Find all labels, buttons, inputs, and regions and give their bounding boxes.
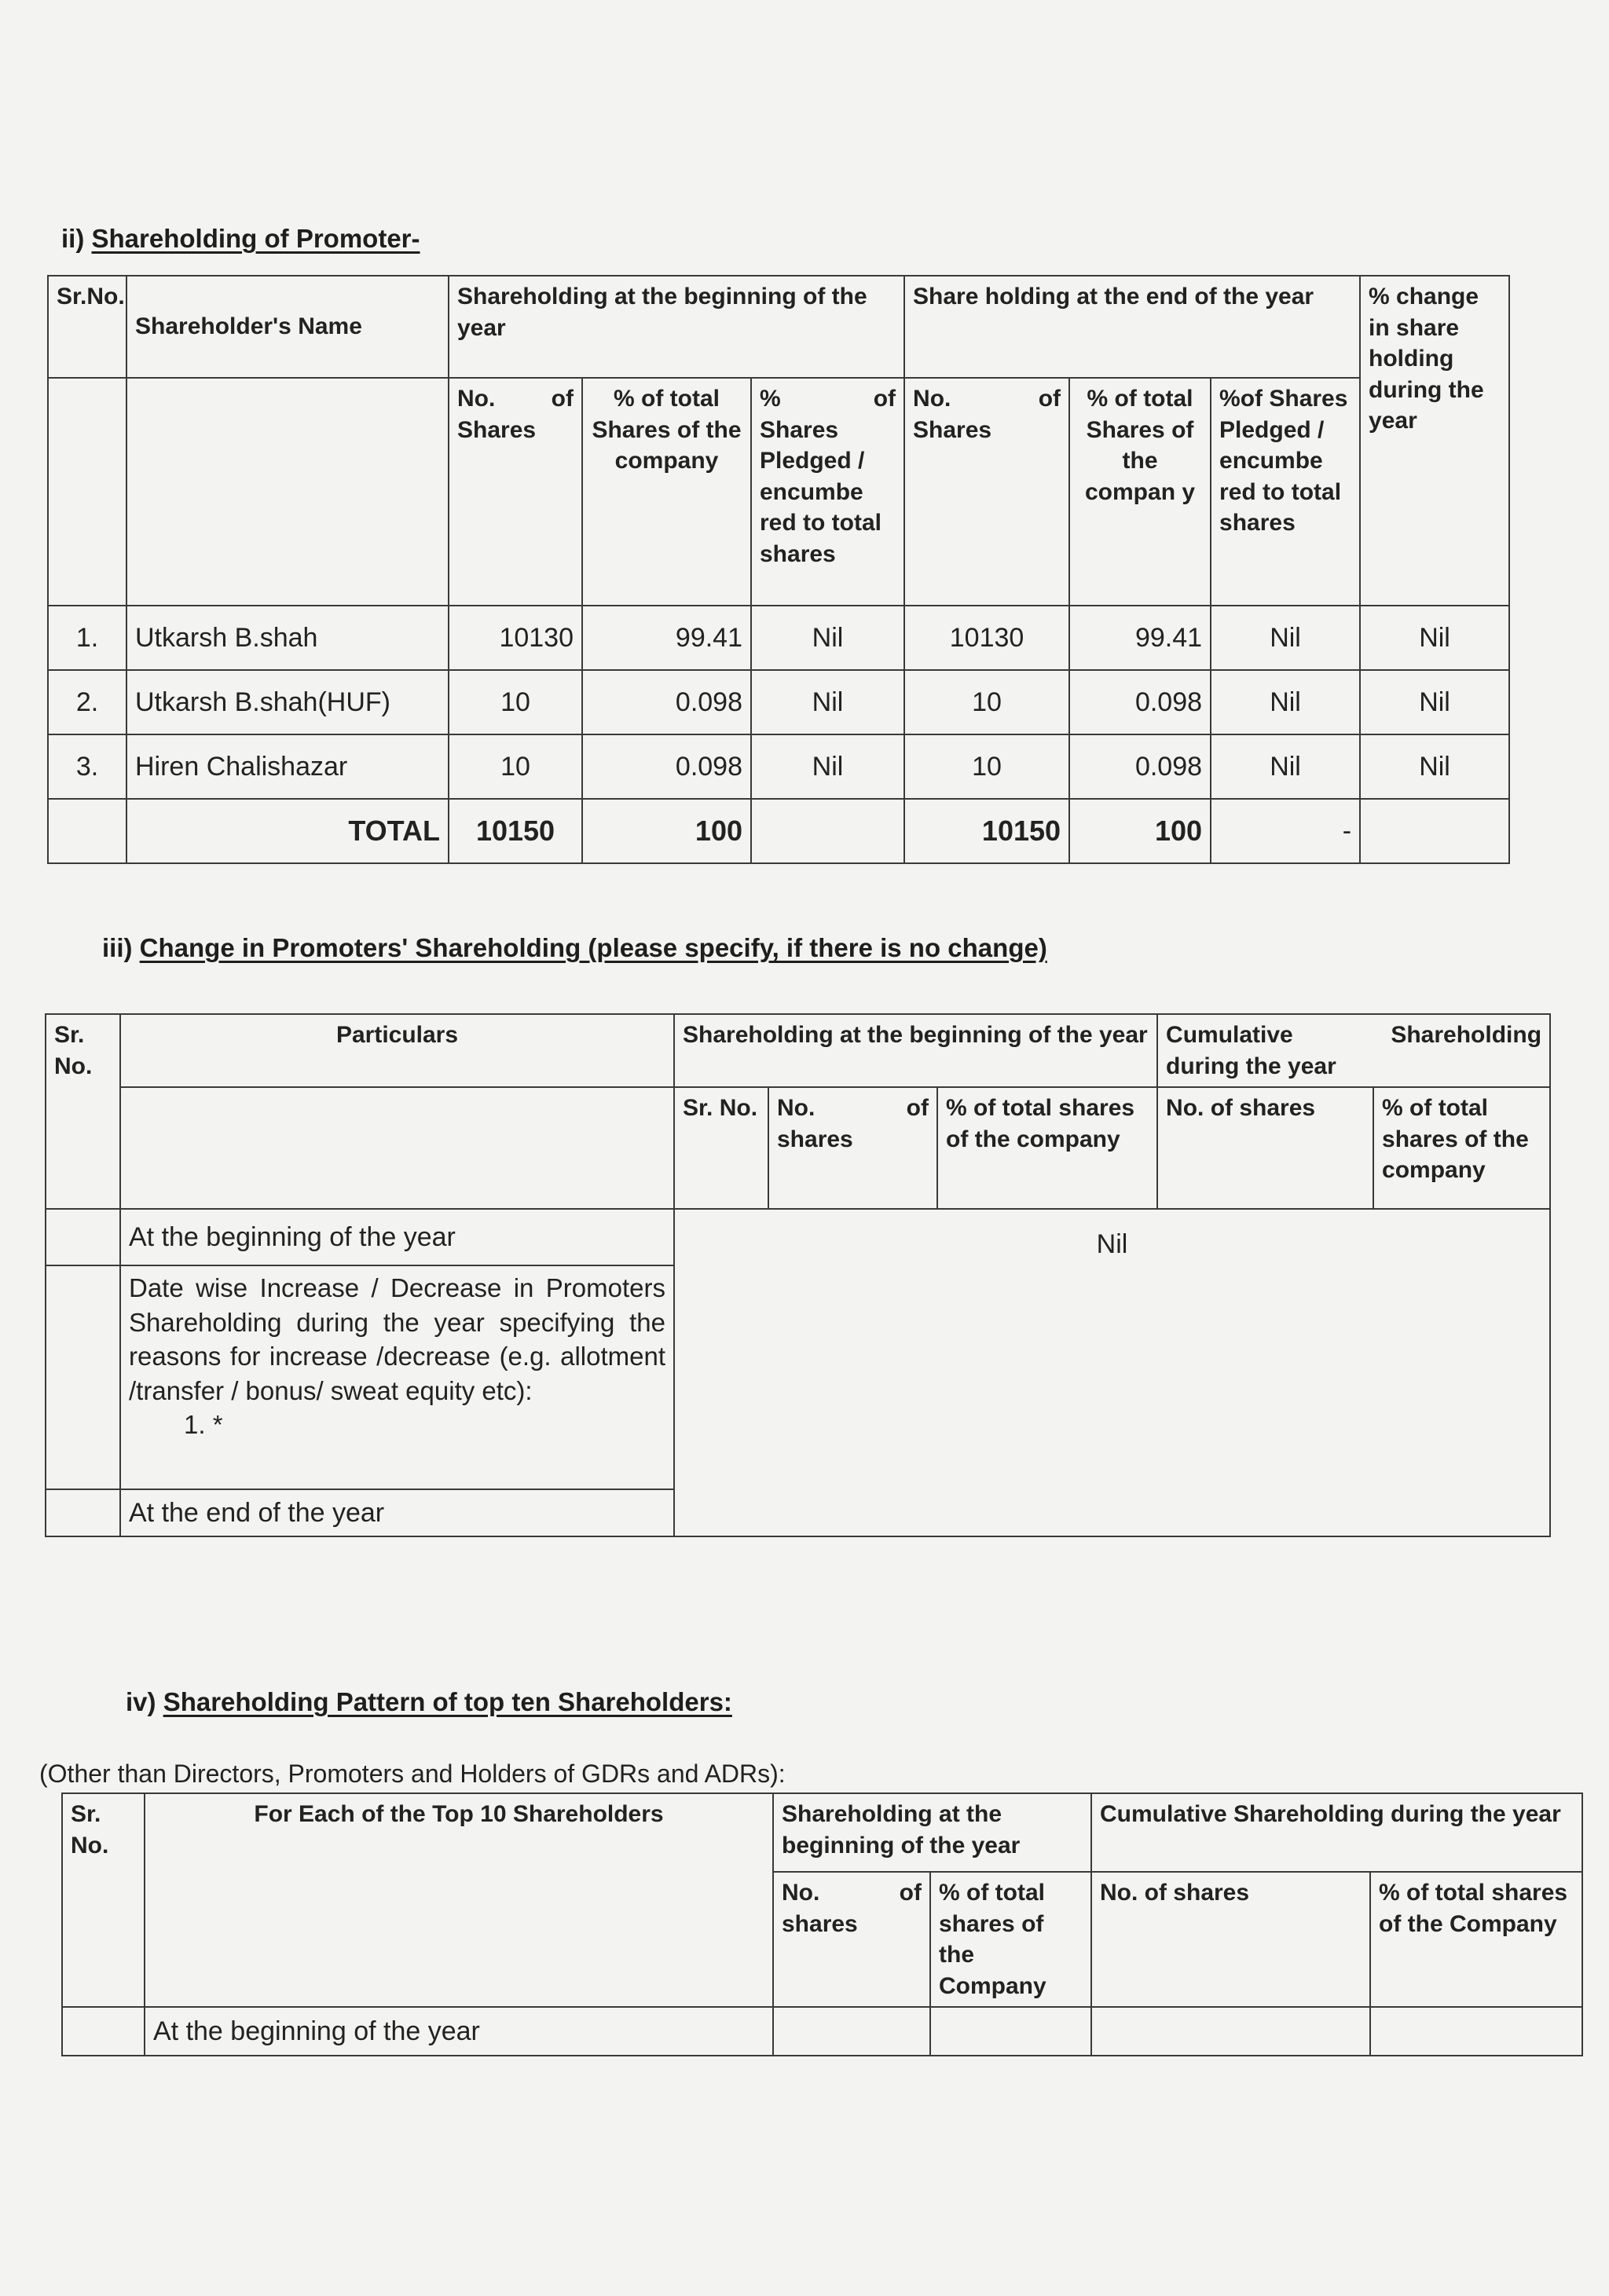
cell-begin-pct: 0.098 bbox=[582, 734, 751, 799]
cell-begin-shares: 10 bbox=[449, 670, 582, 734]
cell-begin-pledged: Nil bbox=[751, 734, 904, 799]
header-end-percent-total: % of total Shares of the compan y bbox=[1069, 378, 1211, 606]
label-no: No. bbox=[457, 386, 496, 412]
label-shareholding: Shareholding bbox=[1391, 1022, 1542, 1048]
cell-end-pledged: Nil bbox=[1211, 734, 1360, 799]
total-end-pct: 100 bbox=[1069, 799, 1211, 863]
cell-begin-pct: 99.41 bbox=[582, 606, 751, 670]
cell-no-of-shares bbox=[773, 2007, 930, 2056]
cell-datewise bbox=[120, 1265, 674, 1489]
cell-begin-shares: 10 bbox=[449, 734, 582, 799]
label-during-year: during the year bbox=[1166, 1053, 1336, 1079]
cell-end-shares: 10 bbox=[904, 670, 1069, 734]
cell-change: Nil bbox=[1360, 670, 1509, 734]
label-of: of bbox=[899, 1880, 922, 1906]
header-percent-change: % change in share holding during the year bbox=[1360, 276, 1509, 606]
header-blank-particulars bbox=[120, 1087, 674, 1209]
label-no: No. bbox=[913, 386, 951, 412]
cell-sr: 1. bbox=[48, 606, 126, 670]
header-cumulative: Cumulative Shareholding during the year bbox=[1091, 1793, 1582, 1872]
header-sr-no: Sr.No. bbox=[48, 276, 126, 378]
cell-change: Nil bbox=[1360, 734, 1509, 799]
total-change bbox=[1360, 799, 1509, 863]
cell-sr: 2. bbox=[48, 670, 126, 734]
section-iv-note: (Other than Directors, Promoters and Holders of GDRs and ADRs): bbox=[39, 1760, 786, 1788]
label-no: No. bbox=[777, 1095, 815, 1122]
section-iii-title: Change in Promoters' Shareholding (please specify, if there is no change) bbox=[139, 933, 1047, 962]
header-beginning-of-year: Shareholding at the beginning of the year bbox=[449, 276, 904, 378]
header-begin-percent-total: % of total Shares of the company bbox=[582, 378, 751, 606]
cell-change: Nil bbox=[1360, 606, 1509, 670]
cell-begin-pct: 0.098 bbox=[582, 670, 751, 734]
total-begin-pledged bbox=[751, 799, 904, 863]
header-shareholder-name: Shareholder's Name bbox=[126, 276, 449, 378]
cell-end-pct: 0.098 bbox=[1069, 734, 1211, 799]
section-ii-prefix: ii) bbox=[61, 224, 92, 253]
label-percent: % bbox=[760, 386, 781, 412]
header-blank-sr bbox=[48, 378, 126, 606]
label-of: of bbox=[551, 386, 574, 412]
header-cum-percent: % of total shares of the company bbox=[1373, 1087, 1550, 1209]
header-particulars: Particulars bbox=[120, 1014, 674, 1087]
total-end-pledged: - bbox=[1211, 799, 1360, 863]
section-ii-heading bbox=[61, 224, 420, 254]
header-sub-sr-no: Sr. No. bbox=[674, 1087, 768, 1209]
cell-end-pct: 0.098 bbox=[1069, 670, 1211, 734]
label-shares: shares bbox=[782, 1910, 858, 1937]
datewise-text: Date wise Increase / Decrease in Promoters Shareholding during the year specifying the reasons for increase /decrease (e.g. allotment /transfer / bonus/ sweat equity etc): bbox=[129, 1273, 665, 1405]
header-beginning-of-year: Shareholding at the beginning of the year bbox=[674, 1014, 1157, 1087]
cell-begin-pledged: Nil bbox=[751, 670, 904, 734]
header-blank-name bbox=[126, 378, 449, 606]
header-begin-percent-pledged bbox=[751, 378, 904, 606]
promoter-change-table bbox=[45, 1013, 1551, 1537]
cell-begin-shares: 10130 bbox=[449, 606, 582, 670]
cell-percent bbox=[930, 2007, 1091, 2056]
table-row bbox=[62, 2007, 1582, 2056]
label-shares: Shares bbox=[457, 416, 537, 443]
header-cum-no-of-shares: No. of shares bbox=[1157, 1087, 1373, 1209]
label-no: No. bbox=[782, 1880, 820, 1906]
cell-sr bbox=[46, 1489, 120, 1536]
table-row bbox=[48, 734, 1509, 799]
total-end-shares: 10150 bbox=[904, 799, 1069, 863]
cell-end-shares: 10 bbox=[904, 734, 1069, 799]
cell-sr bbox=[46, 1265, 120, 1489]
header-sub-percent: % of total shares of the company bbox=[937, 1087, 1157, 1209]
header-beginning-of-year: Shareholding at the beginning of the year bbox=[773, 1793, 1091, 1872]
header-end-of-year: Share holding at the end of the year bbox=[904, 276, 1360, 378]
cell-cum-no-of-shares bbox=[1091, 2007, 1370, 2056]
total-begin-pct: 100 bbox=[582, 799, 751, 863]
label-cumulative: Cumulative bbox=[1166, 1022, 1293, 1048]
cell-end-pct: 99.41 bbox=[1069, 606, 1211, 670]
label-of: of bbox=[873, 386, 896, 412]
cell-end-of-year: At the end of the year bbox=[120, 1489, 674, 1536]
label-shares: Shares bbox=[913, 416, 992, 443]
table-row bbox=[46, 1209, 1550, 1265]
header-cumulative bbox=[1157, 1014, 1550, 1087]
section-iv-heading bbox=[126, 1687, 732, 1717]
label-of: of bbox=[906, 1095, 929, 1122]
cell-name: Utkarsh B.shah(HUF) bbox=[126, 670, 449, 734]
cell-name: Utkarsh B.shah bbox=[126, 606, 449, 670]
total-row bbox=[48, 799, 1509, 863]
cell-name: Hiren Chalishazar bbox=[126, 734, 449, 799]
label-shares: shares bbox=[777, 1126, 853, 1152]
cell-beginning-of-year: At the beginning of the year bbox=[120, 1209, 674, 1265]
section-iii-prefix: iii) bbox=[102, 933, 140, 962]
cell-sr bbox=[62, 2007, 145, 2056]
cell-end-pledged: Nil bbox=[1211, 670, 1360, 734]
header-percent-total: % of total shares of the Company bbox=[930, 1872, 1091, 2007]
cell-beginning-of-year: At the beginning of the year bbox=[145, 2007, 773, 2056]
header-sub-no-of-shares bbox=[768, 1087, 937, 1209]
header-sr-no: Sr. No. bbox=[62, 1793, 145, 2007]
header-no-of-shares bbox=[773, 1872, 930, 2007]
cell-nil: Nil bbox=[674, 1209, 1550, 1536]
label-of: of bbox=[1038, 386, 1061, 412]
total-label: TOTAL bbox=[126, 799, 449, 863]
header-cum-no-of-shares: No. of shares bbox=[1091, 1872, 1370, 2007]
header-cum-percent: % of total shares of the Company bbox=[1370, 1872, 1582, 2007]
cell-sr: 3. bbox=[48, 734, 126, 799]
table-row bbox=[48, 670, 1509, 734]
cell-begin-pledged: Nil bbox=[751, 606, 904, 670]
header-end-no-of-shares bbox=[904, 378, 1069, 606]
header-end-percent-pledged: %of Shares Pledged / encumbe red to total shares bbox=[1211, 378, 1360, 606]
section-iii-heading bbox=[102, 933, 1047, 963]
header-sr-no: Sr. No. bbox=[46, 1014, 120, 1209]
promoter-shareholding-table bbox=[47, 275, 1510, 864]
header-begin-no-of-shares bbox=[449, 378, 582, 606]
cell-end-shares: 10130 bbox=[904, 606, 1069, 670]
cell-cum-percent bbox=[1370, 2007, 1582, 2056]
section-ii-title: Shareholding of Promoter- bbox=[91, 224, 420, 253]
section-iv-title: Shareholding Pattern of top ten Shareholders: bbox=[163, 1687, 732, 1716]
cell-total-blank bbox=[48, 799, 126, 863]
top-ten-shareholders-table bbox=[61, 1792, 1583, 2056]
section-iv-prefix: iv) bbox=[126, 1687, 163, 1716]
header-for-each-top-10: For Each of the Top 10 Shareholders bbox=[145, 1793, 773, 2007]
cell-sr bbox=[46, 1209, 120, 1265]
total-begin-shares: 10150 bbox=[449, 799, 582, 863]
table-row bbox=[48, 606, 1509, 670]
cell-end-pledged: Nil bbox=[1211, 606, 1360, 670]
datewise-item: 1. * bbox=[184, 1410, 223, 1440]
label-pledged: Shares Pledged / encumbe red to total shares bbox=[760, 416, 881, 567]
